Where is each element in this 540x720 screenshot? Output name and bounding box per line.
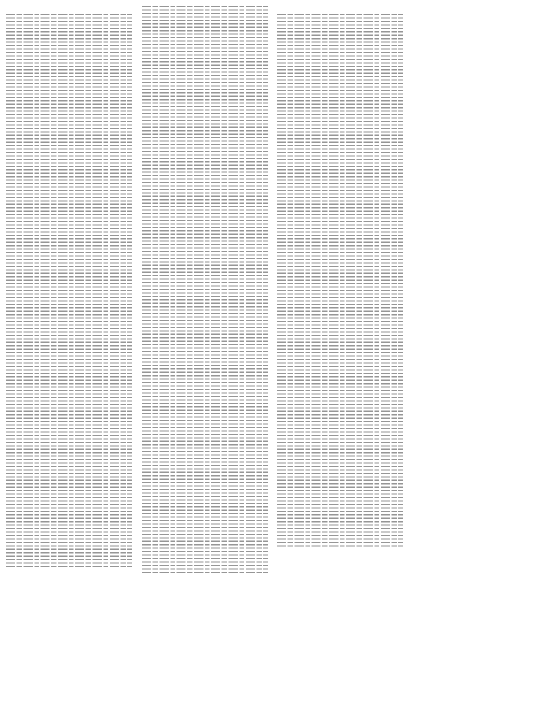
column-text-right [277,14,403,548]
column-text-left [6,14,132,568]
text-column-left [6,14,132,568]
text-column-middle [142,6,268,574]
text-column-right [277,14,403,548]
column-text-middle [142,6,268,574]
